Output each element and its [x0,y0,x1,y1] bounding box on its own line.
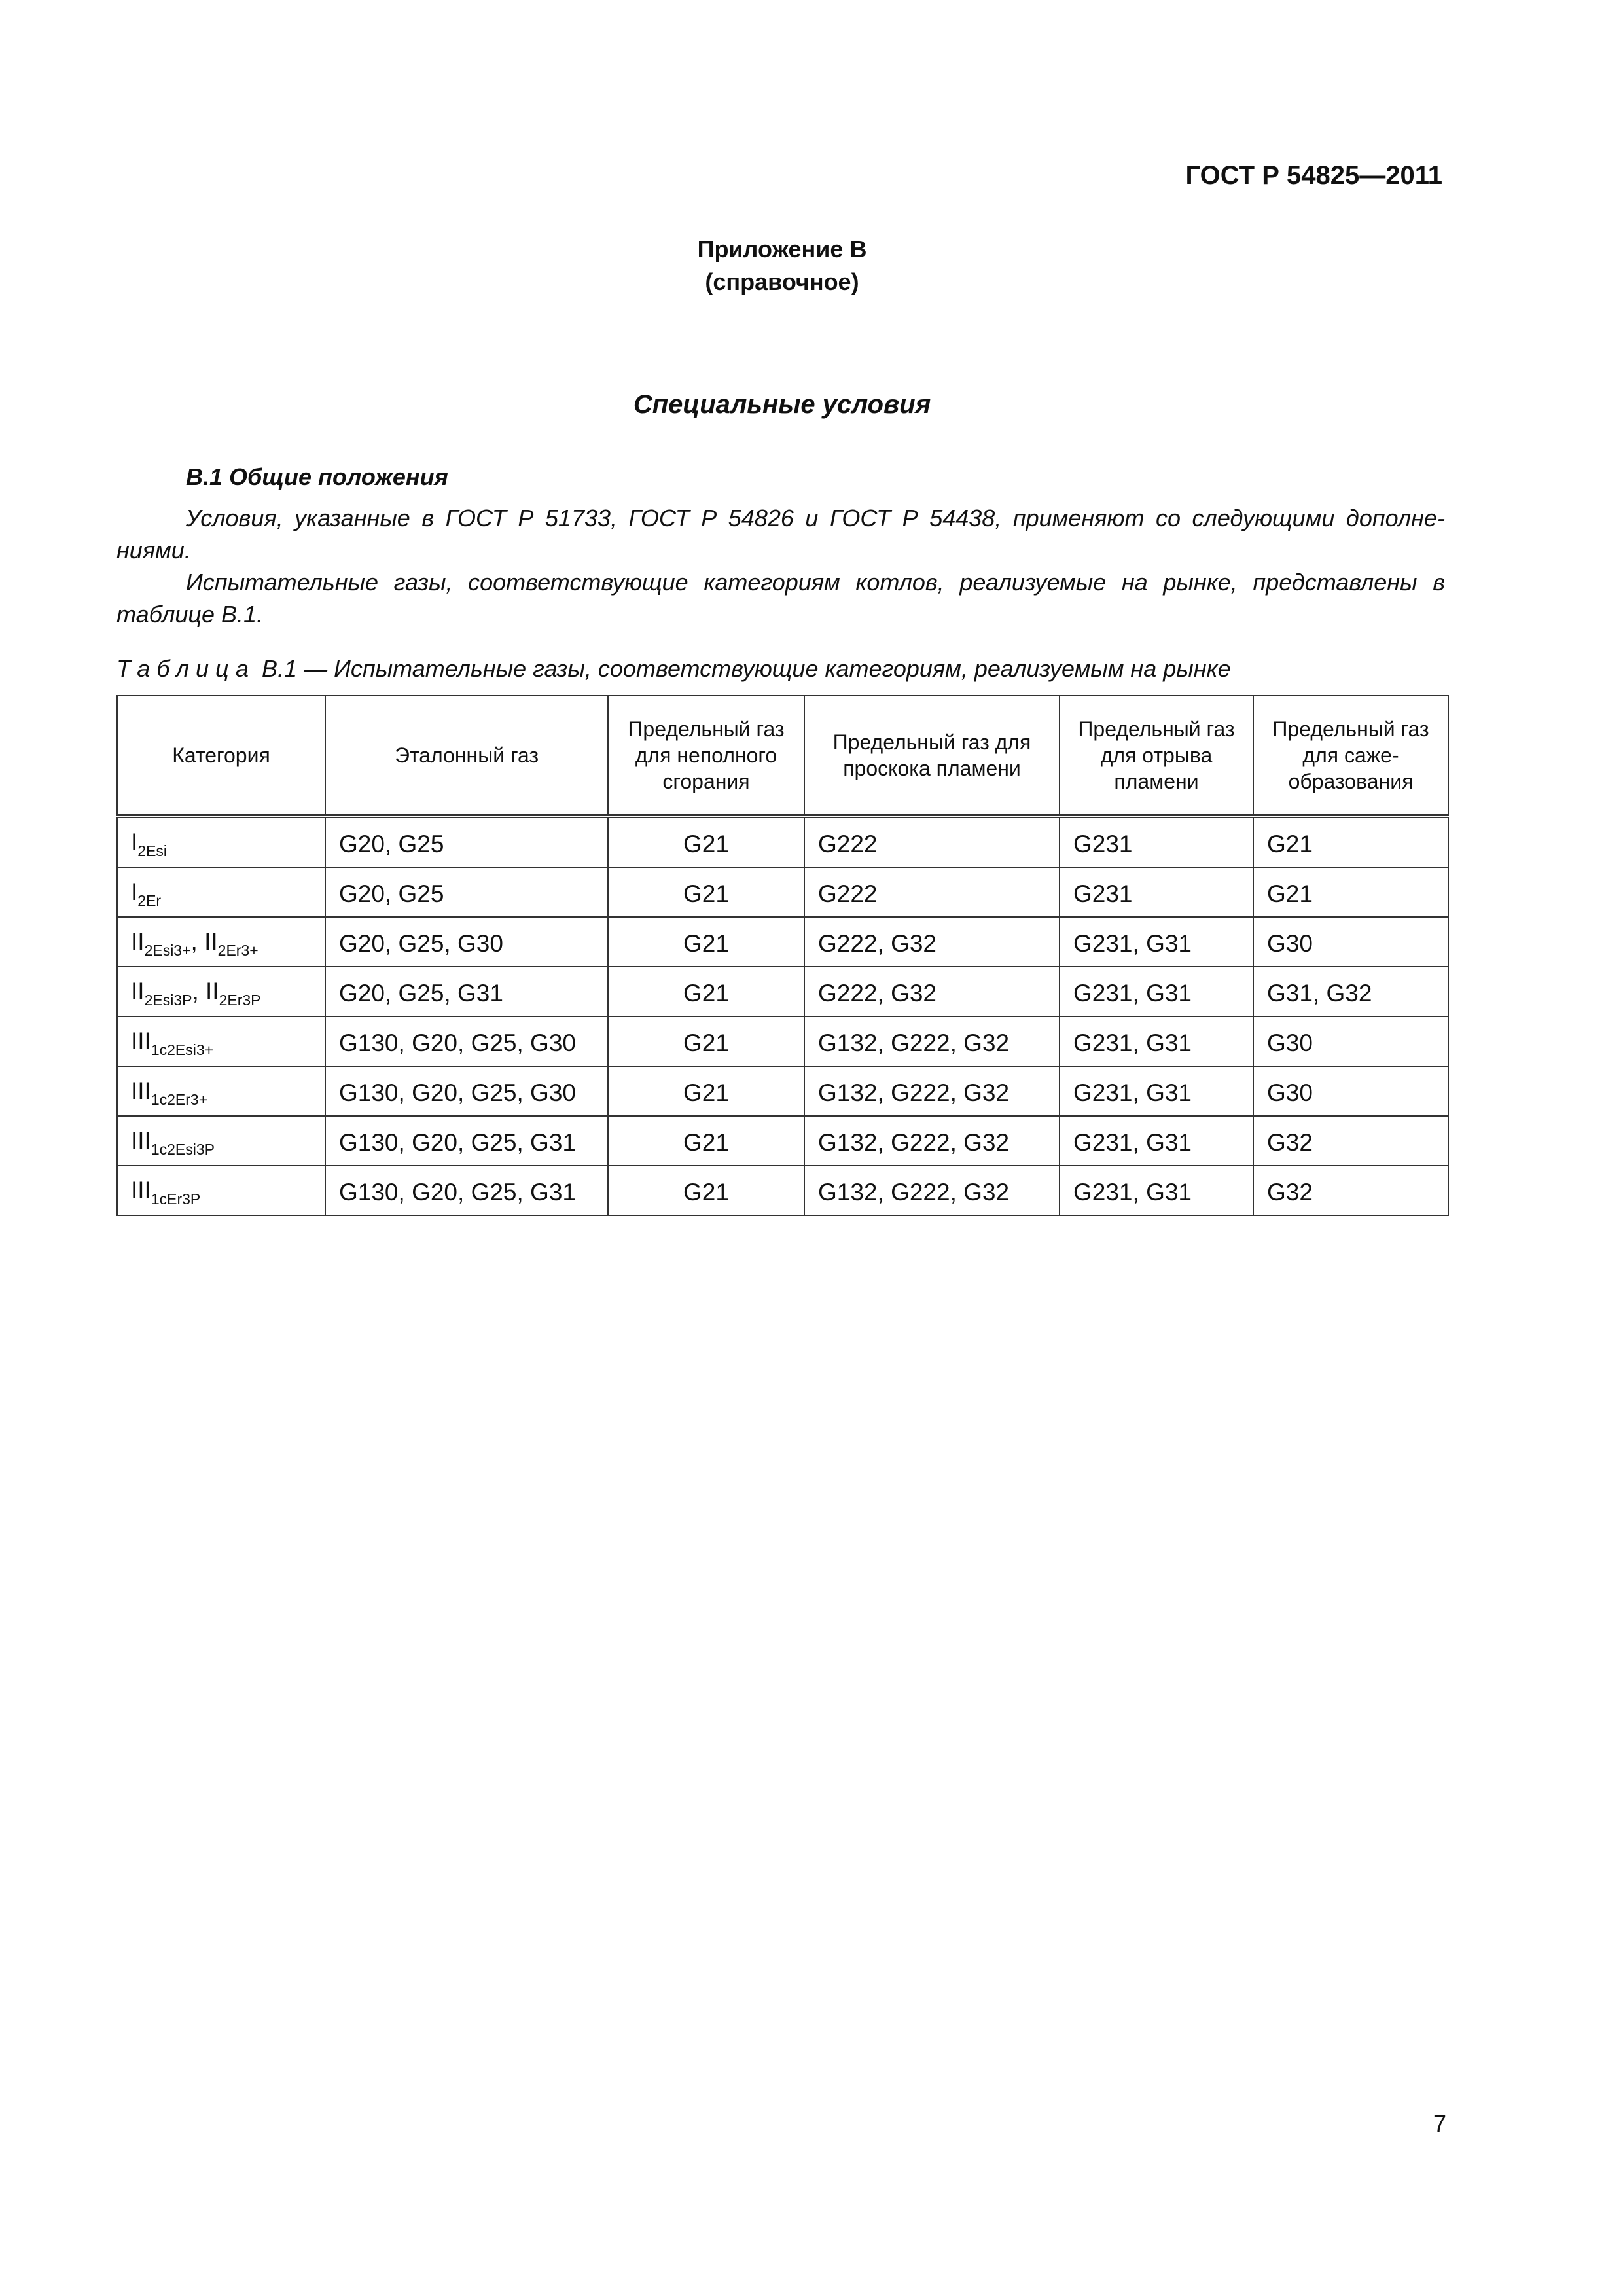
table-body [117,816,1448,1215]
category-main-symbol: III [131,1077,151,1104]
flame-lift-cell: G231, G31 [1060,917,1253,967]
reference-gas-cell: G20, G25 [325,816,608,867]
reference-gas-cell: G130, G20, G25, G31 [325,1116,608,1166]
table-row [117,1066,1448,1116]
incomplete-combustion-cell: G21 [608,1166,804,1215]
category-cell [117,816,325,867]
table-caption-prefix: Таблица [116,655,256,682]
sooting-cell: G30 [1253,1066,1448,1116]
category-cell [117,1066,325,1116]
incomplete-combustion-cell: G21 [608,1016,804,1066]
category-subscript: 1c2Er3+ [151,1091,208,1108]
header-flame-lift-gas: Предельный газ для отрыва пламени [1060,696,1253,816]
incomplete-combustion-cell: G21 [608,816,804,867]
category-main-symbol: I [131,878,138,905]
incomplete-combustion-cell: G21 [608,867,804,917]
reference-gas-cell: G20, G25, G31 [325,967,608,1016]
light-back-cell: G132, G222, G32 [804,1116,1060,1166]
appendix-heading [0,233,1564,298]
flame-lift-cell: G231, G31 [1060,1066,1253,1116]
light-back-cell: G222, G32 [804,917,1060,967]
header-reference-gas: Эталонный газ [325,696,608,816]
category-cell [117,1016,325,1066]
light-back-cell: G222 [804,816,1060,867]
appendix-title: Приложение В [697,236,867,262]
sooting-cell: G21 [1253,867,1448,917]
table-row [117,917,1448,967]
category-cell [117,1116,325,1166]
category-subscript: 2Er [137,892,162,909]
category-main-symbol: III [131,1177,151,1204]
section-title: Специальные условия [633,390,931,419]
table-row [117,1016,1448,1066]
category-main-symbol: II [131,978,145,1005]
category-main-symbol: II [131,928,145,955]
incomplete-combustion-cell: G21 [608,1066,804,1116]
table-row [117,1116,1448,1166]
paragraph-standards-line-1: Условия, указанные в ГОСТ Р 51733, ГОСТ Р 54826 и ГОСТ Р 54438, применяют со следующими дополне- [186,505,1445,531]
sooting-cell: G32 [1253,1166,1448,1215]
paragraph-test-gases [116,566,1445,630]
category-main-symbol: II [205,978,219,1005]
flame-lift-cell: G231, G31 [1060,1116,1253,1166]
category-subscript: 2Esi3+ [144,942,191,959]
sooting-cell: G31, G32 [1253,967,1448,1016]
category-subscript: 2Er3P [219,992,261,1009]
category-main-symbol: III [131,1127,151,1154]
table-row [117,816,1448,867]
flame-lift-cell: G231 [1060,867,1253,917]
paragraph-test-gases-line-1: Испытательные газы, соответствующие категориям котлов, реализуемые на рынке, представлены в [186,569,1445,596]
light-back-cell: G222, G32 [804,967,1060,1016]
category-subscript: 1cEr3P [151,1191,201,1208]
incomplete-combustion-cell: G21 [608,917,804,967]
table-caption-text: В.1 — Испытательные газы, соответствующие категориям, реализуемым на рынке [262,655,1231,682]
category-cell [117,867,325,917]
category-main-symbol: III [131,1028,151,1054]
category-subscript: 2Esi [137,842,168,859]
header-incomplete-combustion-gas: Предельный газ для неполного сгорания [608,696,804,816]
reference-gas-cell: G20, G25 [325,867,608,917]
sooting-cell: G30 [1253,1016,1448,1066]
category-cell [117,1166,325,1215]
subsection-title: В.1 Общие положения [186,463,448,490]
paragraph-test-gases-line-2: таблице В.1. [116,601,264,628]
reference-gas-cell: G20, G25, G30 [325,917,608,967]
sooting-cell: G30 [1253,917,1448,967]
flame-lift-cell: G231 [1060,816,1253,867]
flame-lift-cell: G231, G31 [1060,967,1253,1016]
document-id: ГОСТ Р 54825—2011 [1185,161,1442,190]
category-subscript: 1c2Esi3P [151,1141,215,1158]
category-subscript: 2Er3+ [217,942,259,959]
header-sooting-gas: Предельный газ для саже-образования [1253,696,1448,816]
table-row [117,967,1448,1016]
category-subscript: 1c2Esi3+ [151,1041,214,1058]
flame-lift-cell: G231, G31 [1060,1016,1253,1066]
category-cell [117,967,325,1016]
reference-gas-cell: G130, G20, G25, G31 [325,1166,608,1215]
category-subscript: 2Esi3P [144,992,192,1009]
category-main-symbol: II [204,928,218,955]
header-light-back-gas: Предельный газ для проскока пламени [804,696,1060,816]
sooting-cell: G32 [1253,1116,1448,1166]
flame-lift-cell: G231, G31 [1060,1166,1253,1215]
table-row [117,867,1448,917]
incomplete-combustion-cell: G21 [608,967,804,1016]
table-row [117,1166,1448,1215]
light-back-cell: G132, G222, G32 [804,1166,1060,1215]
light-back-cell: G132, G222, G32 [804,1066,1060,1116]
header-category: Категория [117,696,325,816]
sooting-cell: G21 [1253,816,1448,867]
paragraph-standards [116,502,1445,566]
category-separator: , [192,978,205,1005]
table-caption [116,655,1231,683]
light-back-cell: G222 [804,867,1060,917]
appendix-subtitle: (справочное) [705,268,859,295]
test-gas-table [116,695,1449,1216]
incomplete-combustion-cell: G21 [608,1116,804,1166]
category-cell [117,917,325,967]
category-separator: , [190,928,205,955]
page-number: 7 [1433,2110,1446,2137]
table-header-row [117,696,1448,816]
paragraph-standards-line-2: ниями. [116,537,191,564]
category-main-symbol: I [131,829,138,855]
light-back-cell: G132, G222, G32 [804,1016,1060,1066]
reference-gas-cell: G130, G20, G25, G30 [325,1066,608,1116]
reference-gas-cell: G130, G20, G25, G30 [325,1016,608,1066]
